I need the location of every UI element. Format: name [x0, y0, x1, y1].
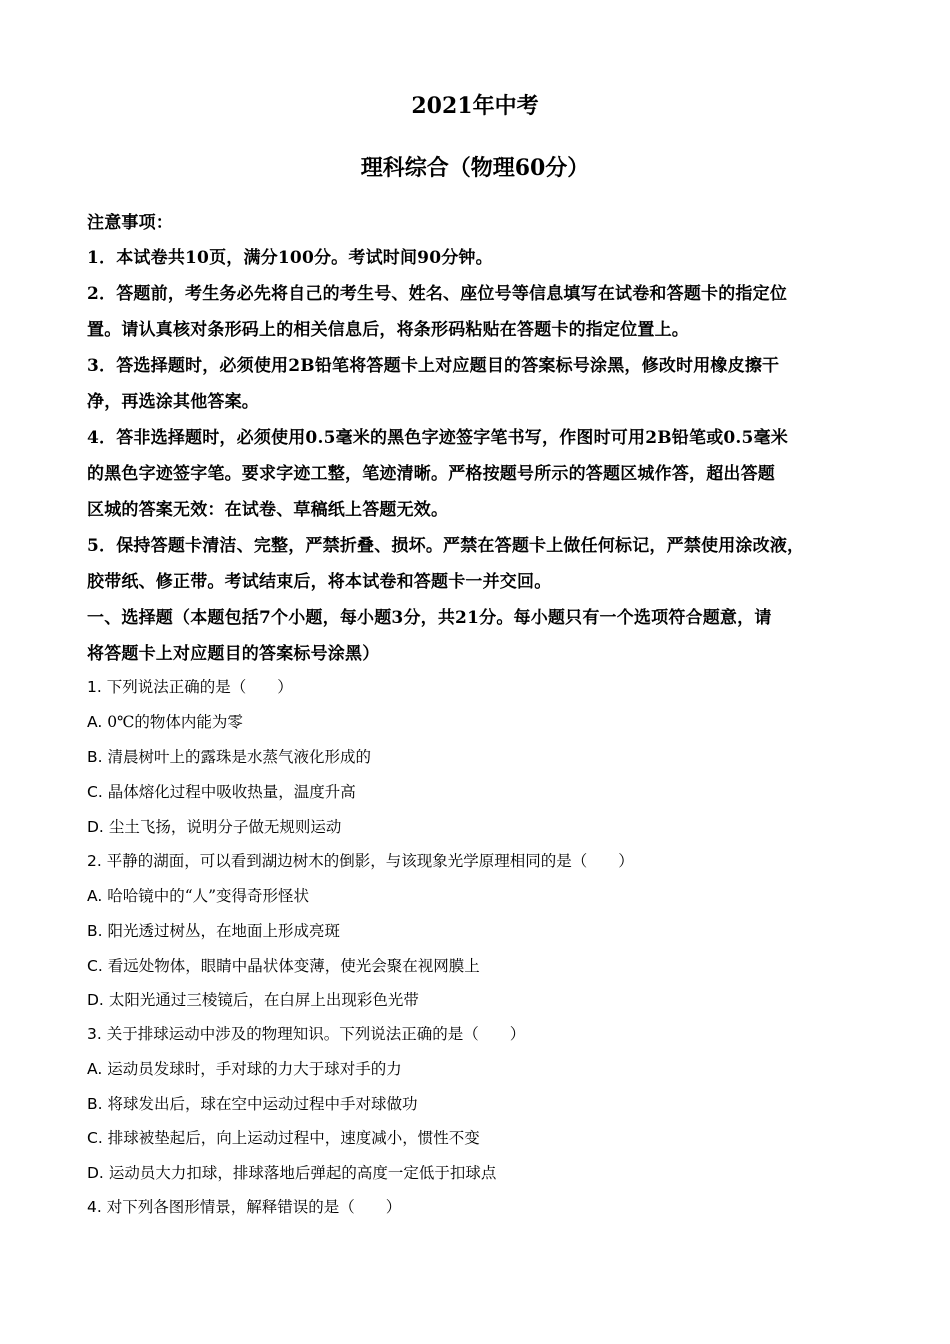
option	[87, 815, 877, 837]
option	[87, 1057, 877, 1079]
option	[87, 1092, 877, 1114]
question-stem	[87, 1022, 877, 1044]
notice-line: 置。请认真核对条形码上的相关信息后，将条形码粘贴在答题卡的指定位置上。	[87, 320, 689, 340]
option-text: 清晨树叶上的露珠是水蒸气液化形成的	[107, 748, 372, 766]
question-number: 3.	[87, 1025, 102, 1043]
notice-line: 4．答非选择题时，必须使用0.5毫米的黑色字迹签字笔书写，作图时可用2B铅笔或0.5毫米	[87, 428, 788, 448]
option-text: 运动员发球时，手对球的力大于球对手的力	[107, 1060, 402, 1078]
notice-line: 净，再选涂其他答案。	[87, 392, 259, 412]
option-text: 运动员大力扣球，排球落地后弹起的高度一定低于扣球点	[108, 1164, 497, 1182]
option-label: A.	[87, 1060, 103, 1078]
option	[87, 1161, 877, 1183]
option	[87, 954, 877, 976]
option	[87, 919, 877, 941]
section-heading-cont: 将答题卡上对应题目的答案标号涂黑）	[87, 644, 380, 664]
option-label: D.	[87, 1164, 104, 1182]
option-label: B.	[87, 1095, 103, 1113]
notice-line: 1．本试卷共10页，满分100分。考试时间90分钟。	[87, 248, 493, 268]
option-text: 将球发出后，球在空中运动过程中手对球做功	[107, 1095, 418, 1113]
option-text: 尘土飞扬，说明分子做无规则运动	[108, 818, 342, 836]
notice-heading: 注意事项：	[87, 213, 173, 233]
question-number: 4.	[87, 1198, 102, 1216]
option-label: B.	[87, 748, 103, 766]
option-text: 排球被垫起后，向上运动过程中，速度减小，惯性不变	[107, 1129, 480, 1147]
question-text: 平静的湖面，可以看到湖边树木的倒影，与该现象光学原理相同的是（ ）	[106, 852, 634, 870]
question-stem	[87, 849, 877, 871]
question-text: 下列说法正确的是（ ）	[106, 678, 293, 696]
notice-line: 区城的答案无效：在试卷、草稿纸上答题无效。	[87, 500, 449, 520]
notice-line: 胶带纸、修正带。考试结束后，将本试卷和答题卡一并交回。	[87, 572, 552, 592]
question-number: 1.	[87, 678, 102, 696]
exam-subtitle: 理科综合（物理60分）	[360, 155, 590, 181]
section-heading: 一、选择题（本题包括7个小题，每小题3分，共21分。每小题只有一个选项符合题意，请	[87, 608, 772, 628]
question-stem	[87, 675, 877, 697]
exam-title: 2021年中考	[411, 93, 539, 119]
question-text: 关于排球运动中涉及的物理知识。下列说法正确的是（ ）	[106, 1025, 526, 1043]
option-label: A.	[87, 887, 103, 905]
option	[87, 745, 877, 767]
option-label: D.	[87, 818, 104, 836]
question-text: 对下列各图形情景，解释错误的是（ ）	[106, 1198, 402, 1216]
option-text: 0℃的物体内能为零	[107, 713, 243, 731]
question-number: 2.	[87, 852, 102, 870]
notice-line: 的黑色字迹签字笔。要求字迹工整，笔迹清晰。严格按题号所示的答题区城作答，超出答题	[87, 464, 775, 484]
option-text: 哈哈镜中的“人”变得奇形怪状	[107, 887, 310, 905]
option-label: B.	[87, 922, 103, 940]
option-label: D.	[87, 991, 104, 1009]
option	[87, 988, 877, 1010]
option	[87, 780, 877, 802]
notice-line: 3．答选择题时，必须使用2B铅笔将答题卡上对应题目的答案标号涂黑，修改时用橡皮擦干	[87, 356, 780, 376]
option-label: A.	[87, 713, 103, 731]
option	[87, 710, 877, 732]
notice-line: 2．答题前，考生务必先将自己的考生号、姓名、座位号等信息填写在试卷和答题卡的指定位	[87, 284, 788, 304]
option-label: C.	[87, 783, 103, 801]
option-label: C.	[87, 1129, 103, 1147]
question-stem	[87, 1195, 877, 1217]
notice-line: 5．保持答题卡清洁、完整，严禁折叠、损坏。严禁在答题卡上做任何标记，严禁使用涂改液，	[87, 536, 805, 556]
option	[87, 884, 877, 906]
option-label: C.	[87, 957, 103, 975]
option-text: 阳光透过树丛，在地面上形成亮斑	[107, 922, 341, 940]
option-text: 太阳光通过三棱镜后，在白屏上出现彩色光带	[108, 991, 419, 1009]
option-text: 看远处物体，眼睛中晶状体变薄，使光会聚在视网膜上	[107, 957, 480, 975]
option	[87, 1126, 877, 1148]
option-text: 晶体熔化过程中吸收热量，温度升高	[107, 783, 356, 801]
